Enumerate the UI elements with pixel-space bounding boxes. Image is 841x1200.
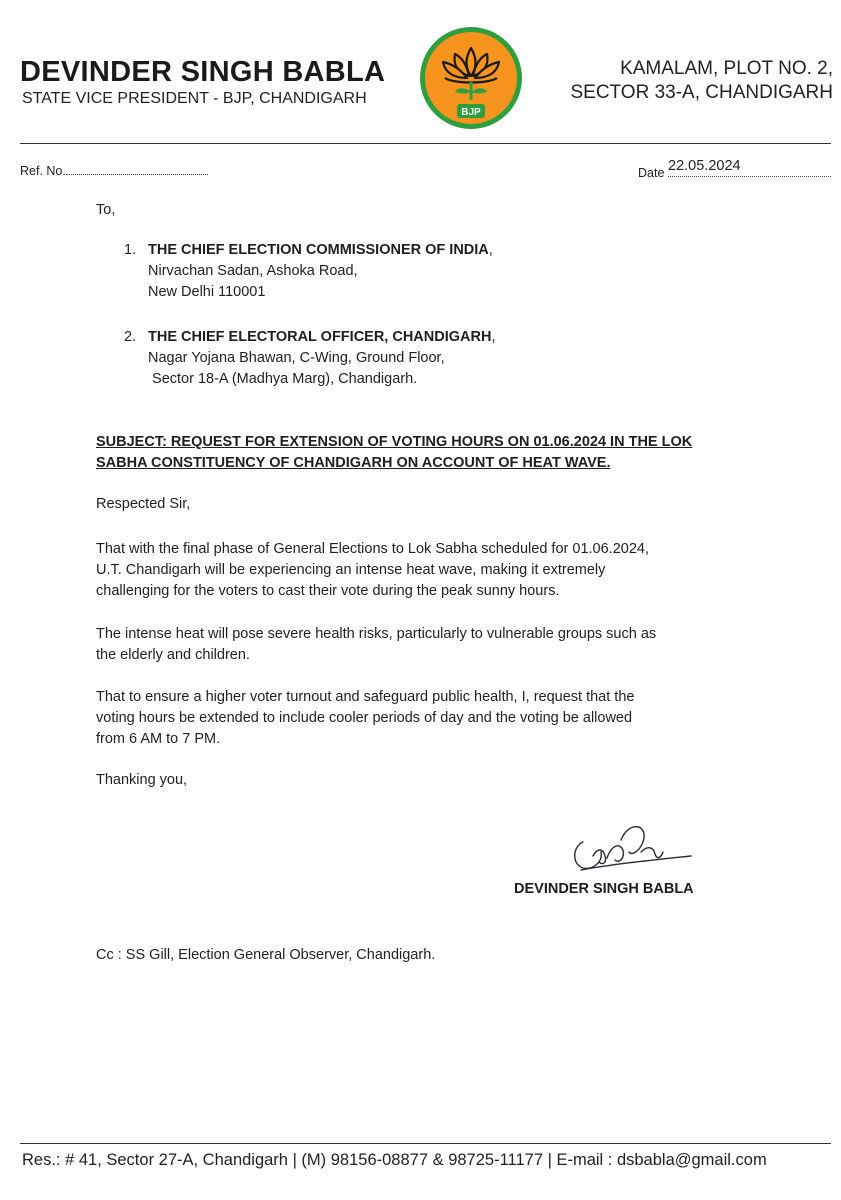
date-dots	[668, 176, 831, 177]
recipient-title: THE CHIEF ELECTION COMMISSIONER OF INDIA	[148, 242, 489, 258]
closing: Thanking you,	[96, 772, 188, 788]
header-divider	[20, 143, 831, 144]
address-line: SECTOR 33-A, CHANDIGARH	[570, 82, 833, 103]
address-line: KAMALAM, PLOT NO. 2,	[620, 58, 833, 79]
cc-line: Cc : SS Gill, Election General Observer, Chandigarh.	[96, 947, 436, 963]
letterhead-name: DEVINDER SINGH BABLA	[20, 56, 386, 88]
salutation: Respected Sir,	[96, 496, 191, 512]
paragraph-line: the elderly and children.	[96, 647, 250, 663]
recipient-address-line: Sector 18-A (Madhya Marg), Chandigarh.	[148, 371, 418, 387]
footer-divider	[20, 1143, 831, 1144]
subject	[96, 432, 756, 474]
subject-line: SABHA CONSTITUENCY OF CHANDIGARH ON ACCOUNT OF HEAT WAVE.	[96, 455, 611, 471]
subject-line: SUBJECT: REQUEST FOR EXTENSION OF VOTING HOURS ON 01.06.2024 IN THE LOK	[96, 434, 693, 450]
letterhead-designation: STATE VICE PRESIDENT - BJP, CHANDIGARH	[22, 90, 367, 107]
paragraph-line: voting hours be extended to include cooler periods of day and the voting be allowed	[96, 710, 633, 726]
ref-dots	[66, 174, 208, 175]
paragraph-line: U.T. Chandigarh will be experiencing an intense heat wave, making it extremely	[96, 562, 606, 578]
to-label: To,	[96, 202, 116, 218]
recipient-title: THE CHIEF ELECTORAL OFFICER, CHANDIGARH	[148, 329, 492, 345]
body-paragraph-2	[96, 624, 776, 666]
footer-contact: Res.: # 41, Sector 27-A, Chandigarh | (M) 98156-08877 & 98725-11177 | E-mail : dsbabla@gmail.com	[22, 1151, 767, 1169]
bjp-lotus-logo	[419, 26, 523, 130]
recipient-number: 2.	[124, 329, 137, 345]
paragraph-line: That to ensure a higher voter turnout and safeguard public health, I, request that the	[96, 689, 635, 705]
recipient-address-line: Nagar Yojana Bhawan, C-Wing, Ground Floor,	[148, 350, 445, 366]
recipient-address-line: New Delhi 110001	[148, 284, 266, 300]
body-paragraph-3	[96, 687, 776, 750]
paragraph-line: The intense heat will pose severe health risks, particularly to vulnerable groups such as	[96, 626, 657, 642]
date-value: 22.05.2024	[668, 158, 741, 174]
body-paragraph-1	[96, 539, 776, 602]
handwritten-signature	[563, 812, 703, 882]
signer-name: DEVINDER SINGH BABLA	[514, 881, 694, 897]
paragraph-line: That with the final phase of General Elections to Lok Sabha scheduled for 01.06.2024,	[96, 541, 649, 557]
recipient-number: 1.	[124, 242, 137, 258]
ref-label: Ref. No.	[20, 164, 66, 178]
recipient-1: 1. THE CHIEF ELECTION COMMISSIONER OF INDIA, Nirvachan Sadan, Ashoka Road, New Delhi 110001	[124, 240, 493, 303]
recipient-2: 2. THE CHIEF ELECTORAL OFFICER, CHANDIGARH, Nagar Yojana Bhawan, C-Wing, Ground Floor, Sector 18-A (Madhya Marg), Chandigarh.	[124, 327, 495, 390]
paragraph-line: from 6 AM to 7 PM.	[96, 731, 221, 747]
letterhead-address	[533, 57, 833, 105]
logo-label: BJP	[461, 107, 481, 118]
ref-number-field	[20, 164, 208, 178]
recipient-address-line: Nirvachan Sadan, Ashoka Road,	[148, 263, 358, 279]
paragraph-line: challenging for the voters to cast their vote during the peak sunny hours.	[96, 583, 560, 599]
date-label: Date	[638, 166, 665, 180]
